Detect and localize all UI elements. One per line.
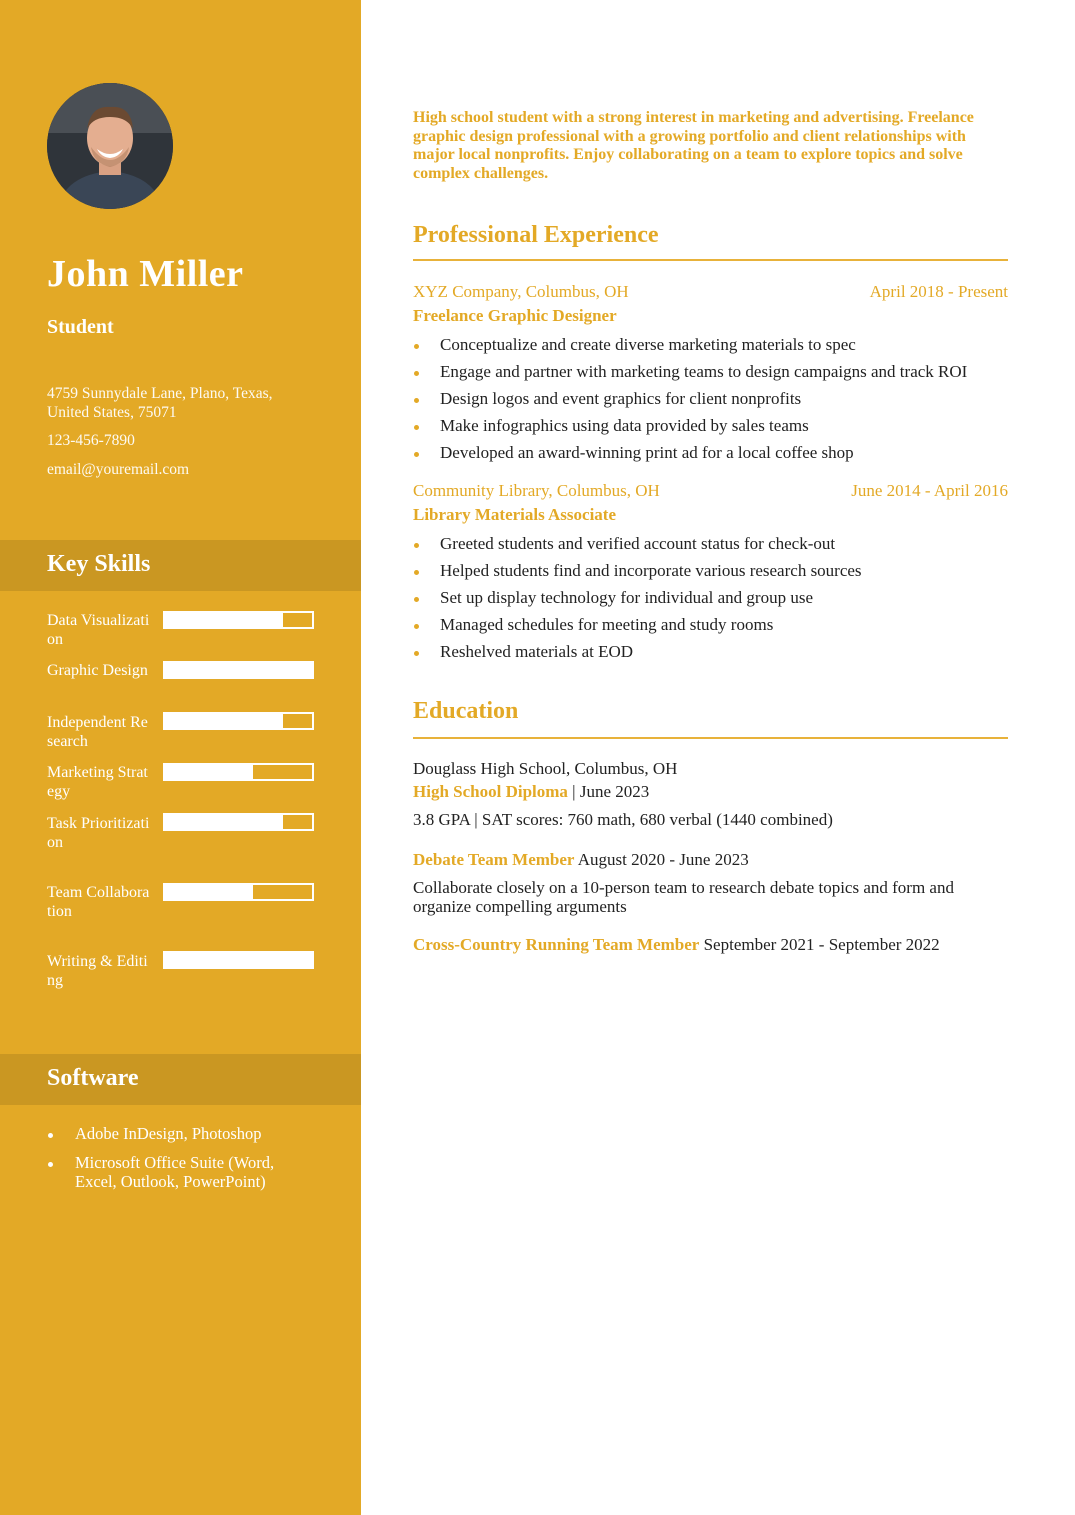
software-item: Microsoft Office Suite (Word, Excel, Outlook, PowerPoint) <box>47 1153 317 1191</box>
skill-label: Data Visualization <box>47 612 150 648</box>
skill-label: Task Prioritization <box>47 815 150 851</box>
job-header <box>413 282 1008 302</box>
skill-label: Marketing Strategy <box>47 764 148 800</box>
list-item: Set up display technology for individual and group use <box>413 588 1008 615</box>
job-dates: April 2018 - Present <box>869 282 1008 301</box>
job-bullets <box>413 534 1008 669</box>
list-item: Make infographics using data provided by sales teams <box>413 416 1008 443</box>
skill-bar <box>163 611 314 629</box>
software-header <box>0 1054 361 1105</box>
candidate-role: Student <box>47 316 114 338</box>
software-list <box>47 1124 317 1201</box>
job-company: Community Library, Columbus, OH <box>413 481 660 500</box>
skill-bar <box>163 661 314 679</box>
degree-line <box>413 783 1008 802</box>
software-item: Adobe InDesign, Photoshop <box>47 1124 317 1143</box>
skills-title: Key Skills <box>47 551 151 577</box>
school: Douglass High School, Columbus, OH <box>413 759 678 778</box>
skill-bar <box>163 883 314 901</box>
skill-fill <box>165 613 283 627</box>
divider <box>413 259 1008 261</box>
activity-name: Cross-Country Running Team Member <box>413 935 700 954</box>
activity-dates: September 2021 - September 2022 <box>703 935 940 954</box>
education-title: Education <box>413 698 519 724</box>
software-title: Software <box>47 1065 139 1091</box>
candidate-name: John Miller <box>47 253 244 295</box>
contact-phone: 123-456-7890 <box>47 432 135 449</box>
contact-address: 4759 Sunnydale Lane, Plano, Texas, United States, 75071 <box>47 385 273 421</box>
scores: 3.8 GPA | SAT scores: 760 math, 680 verbal (1440 combined) <box>413 810 833 829</box>
job-bullets <box>413 335 1008 470</box>
activity-name: Debate Team Member <box>413 850 575 869</box>
skill-bar <box>163 712 314 730</box>
degree-date: | June 2023 <box>572 782 650 801</box>
skill-fill <box>165 714 283 728</box>
divider <box>413 737 1008 739</box>
skill-label: Graphic Design <box>47 662 148 679</box>
activity-dates: August 2020 - June 2023 <box>577 850 749 869</box>
skill-bar <box>163 813 314 831</box>
skill-label: Writing & Editing <box>47 953 148 989</box>
skill-fill <box>165 885 253 899</box>
skill-bar <box>163 951 314 969</box>
skill-fill <box>165 953 312 967</box>
activity-line <box>413 936 1008 955</box>
list-item: Managed schedules for meeting and study rooms <box>413 615 1008 642</box>
job-title: Library Materials Associate <box>413 505 617 524</box>
skill-bar <box>163 763 314 781</box>
list-item: Reshelved materials at EOD <box>413 642 1008 669</box>
skill-fill <box>165 815 283 829</box>
avatar <box>47 83 173 209</box>
list-item: Engage and partner with marketing teams to design campaigns and track ROI <box>413 362 1008 389</box>
summary: High school student with a strong interest in marketing and advertising. Freelance graphic design professional with a growing portfolio and client relationships with major local nonprofits. Enjoy collaborating on a team to explore topics and solve complex challenges. <box>413 109 974 182</box>
experience-title: Professional Experience <box>413 222 659 248</box>
profile-photo <box>47 83 173 209</box>
list-item: Conceptualize and create diverse marketing materials to spec <box>413 335 1008 362</box>
list-item: Greeted students and verified account status for check-out <box>413 534 1008 561</box>
job-dates: June 2014 - April 2016 <box>851 481 1008 500</box>
contact-email[interactable]: email@youremail.com <box>47 461 190 478</box>
skill-label: Team Collaboration <box>47 884 150 920</box>
skills-header <box>0 540 361 591</box>
list-item: Design logos and event graphics for client nonprofits <box>413 389 1008 416</box>
job-title: Freelance Graphic Designer <box>413 306 617 325</box>
activity-desc: Collaborate closely on a 10-person team to research debate topics and form and organize compelling arguments <box>413 878 954 916</box>
skill-fill <box>165 663 312 677</box>
sidebar <box>0 0 361 1515</box>
job-header <box>413 481 1008 501</box>
activity-line <box>413 851 1008 870</box>
job-company: XYZ Company, Columbus, OH <box>413 282 629 301</box>
degree: High School Diploma <box>413 782 568 801</box>
list-item: Developed an award-winning print ad for a local coffee shop <box>413 443 1008 470</box>
skill-fill <box>165 765 253 779</box>
list-item: Helped students find and incorporate various research sources <box>413 561 1008 588</box>
skill-label: Independent Research <box>47 714 148 750</box>
